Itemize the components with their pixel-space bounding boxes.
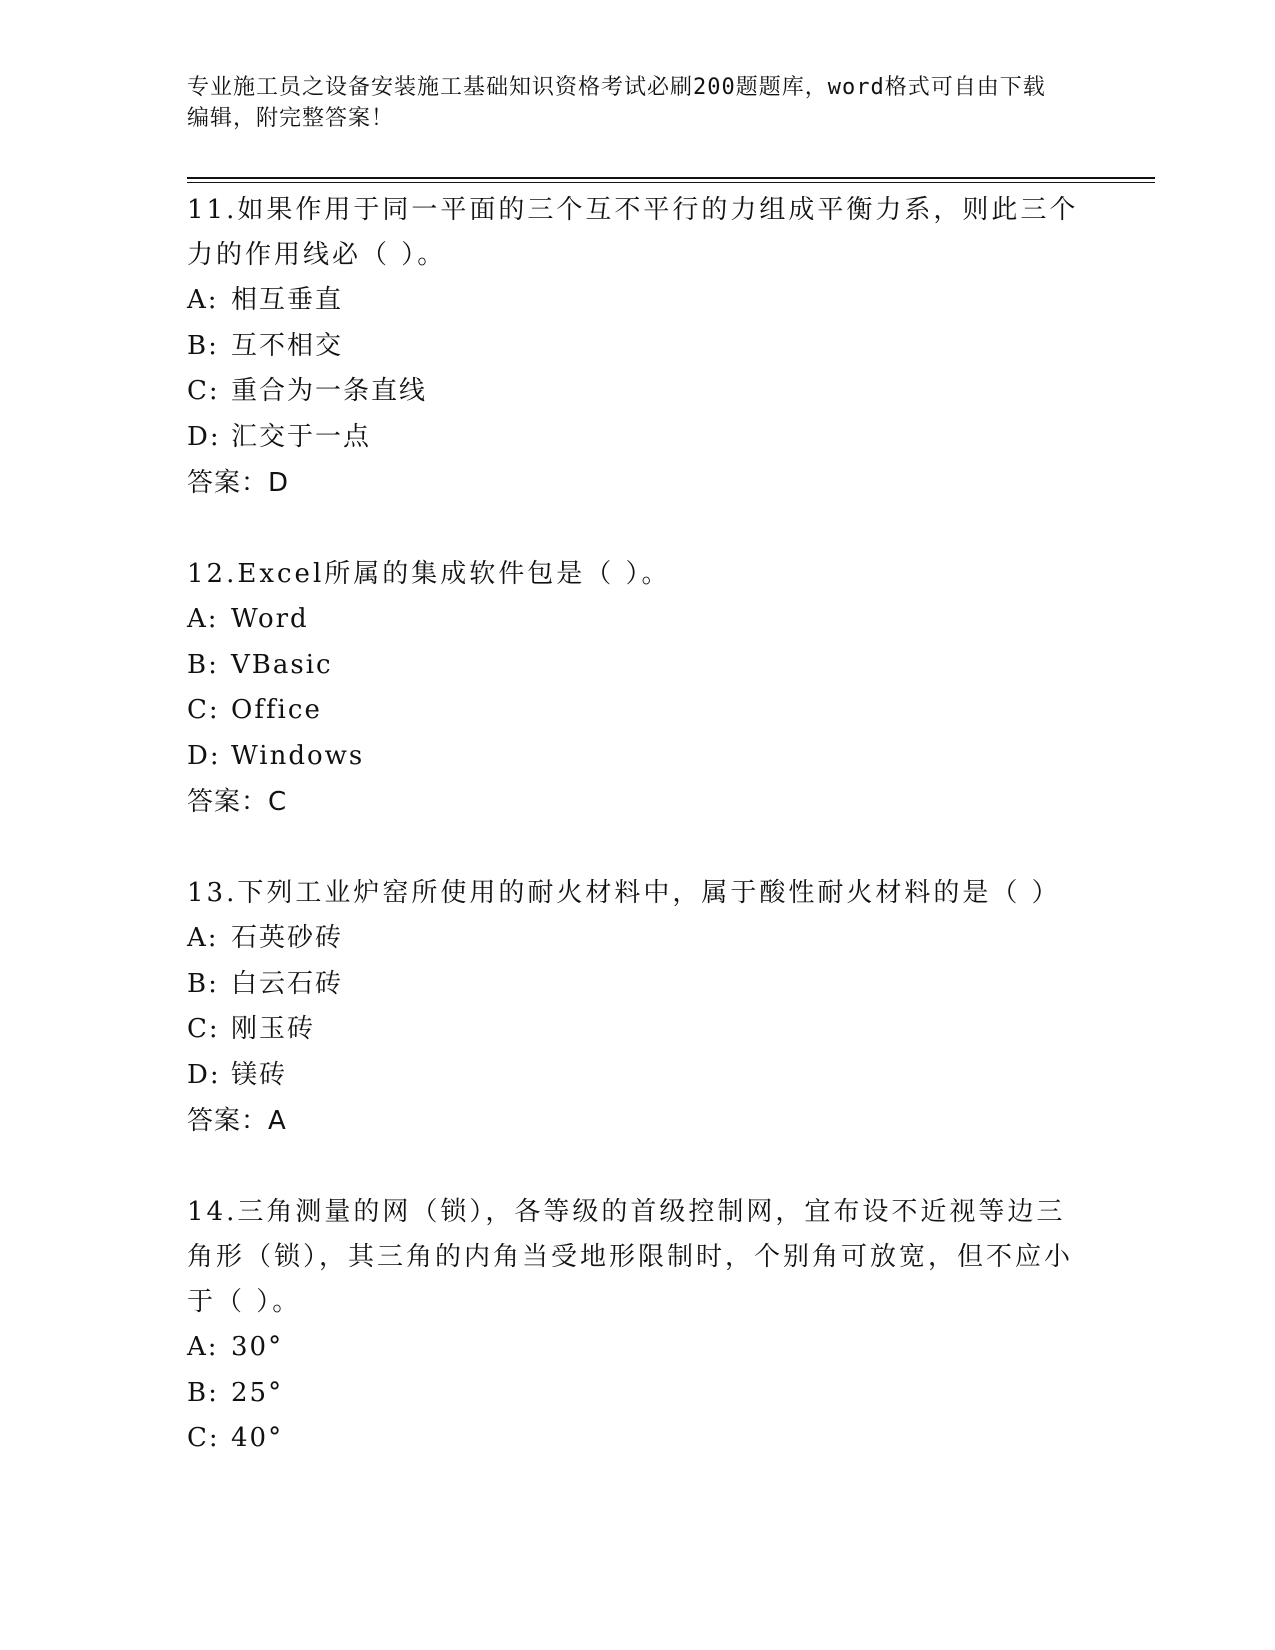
option-c	[187, 1416, 1087, 1462]
answer-line: 答案：A	[187, 1106, 287, 1136]
option-text: 互不相交	[231, 330, 344, 361]
option-letter: C:	[187, 1423, 220, 1453]
option-text: VBasic	[231, 649, 333, 680]
option-letter: D:	[187, 740, 221, 771]
option-text: 重合为一条直线	[231, 376, 428, 406]
option-b	[187, 962, 1087, 1008]
question-13	[187, 871, 1087, 1144]
option-letter: C:	[187, 1014, 220, 1044]
option-letter: B:	[187, 968, 219, 999]
option-text: Office	[231, 695, 322, 725]
option-text: 石英砂砖	[231, 923, 344, 953]
question-stem: 13.下列工业炉窑所使用的耐火材料中，属于酸性耐火材料的是（ ）	[187, 878, 1061, 908]
answer-line: 答案：C	[187, 787, 288, 817]
option-letter: D:	[187, 421, 221, 452]
question-12	[187, 552, 1087, 825]
option-letter: A:	[187, 604, 219, 634]
question-stem: 14.三角测量的网（锁），各等级的首级控制网，宜布设不近视等边三角形（锁），其三角的内角当受地形限制时，个别角可放宽，但不应小于（ ）。	[187, 1197, 1074, 1317]
option-text: 40°	[231, 1423, 284, 1453]
option-d	[187, 734, 1087, 780]
option-a	[187, 278, 1087, 324]
option-a	[187, 916, 1087, 962]
option-text: 刚玉砖	[231, 1014, 316, 1044]
option-text: 白云石砖	[231, 968, 344, 999]
option-b	[187, 324, 1087, 370]
option-text: 汇交于一点	[231, 421, 372, 452]
question-stem: 11.如果作用于同一平面的三个互不平行的力组成平衡力系，则此三个力的作用线必（ ）。	[187, 195, 1079, 270]
option-a	[187, 597, 1087, 643]
option-letter: A:	[187, 285, 219, 315]
option-letter: B:	[187, 1377, 219, 1408]
option-c	[187, 369, 1087, 415]
option-c	[187, 688, 1087, 734]
option-b	[187, 643, 1087, 689]
header-divider-thick	[187, 177, 1155, 179]
option-text: Word	[231, 604, 309, 634]
option-letter: B:	[187, 649, 219, 680]
option-text: 25°	[231, 1377, 284, 1408]
option-letter: A:	[187, 1332, 219, 1362]
option-text: Windows	[231, 740, 365, 771]
option-letter: C:	[187, 376, 220, 406]
question-list	[187, 188, 1087, 1508]
document-header: 专业施工员之设备安装施工基础知识资格考试必刷200题题库，word格式可自由下载编辑，附完整答案！	[187, 75, 1046, 131]
header-divider-thin	[187, 182, 1155, 183]
option-letter: A:	[187, 923, 219, 953]
option-letter: C:	[187, 695, 220, 725]
answer-line: 答案：D	[187, 468, 290, 498]
option-b	[187, 1371, 1087, 1417]
option-letter: B:	[187, 330, 219, 361]
question-14	[187, 1190, 1087, 1462]
option-text: 相互垂直	[231, 285, 344, 315]
question-stem: 12.Excel所属的集成软件包是（ ）。	[187, 559, 671, 589]
option-letter: D:	[187, 1059, 221, 1090]
option-text: 镁砖	[231, 1059, 288, 1090]
option-text: 30°	[231, 1332, 284, 1362]
option-a	[187, 1325, 1087, 1371]
question-11	[187, 188, 1087, 506]
option-d	[187, 415, 1087, 461]
option-d	[187, 1053, 1087, 1099]
option-c	[187, 1007, 1087, 1053]
